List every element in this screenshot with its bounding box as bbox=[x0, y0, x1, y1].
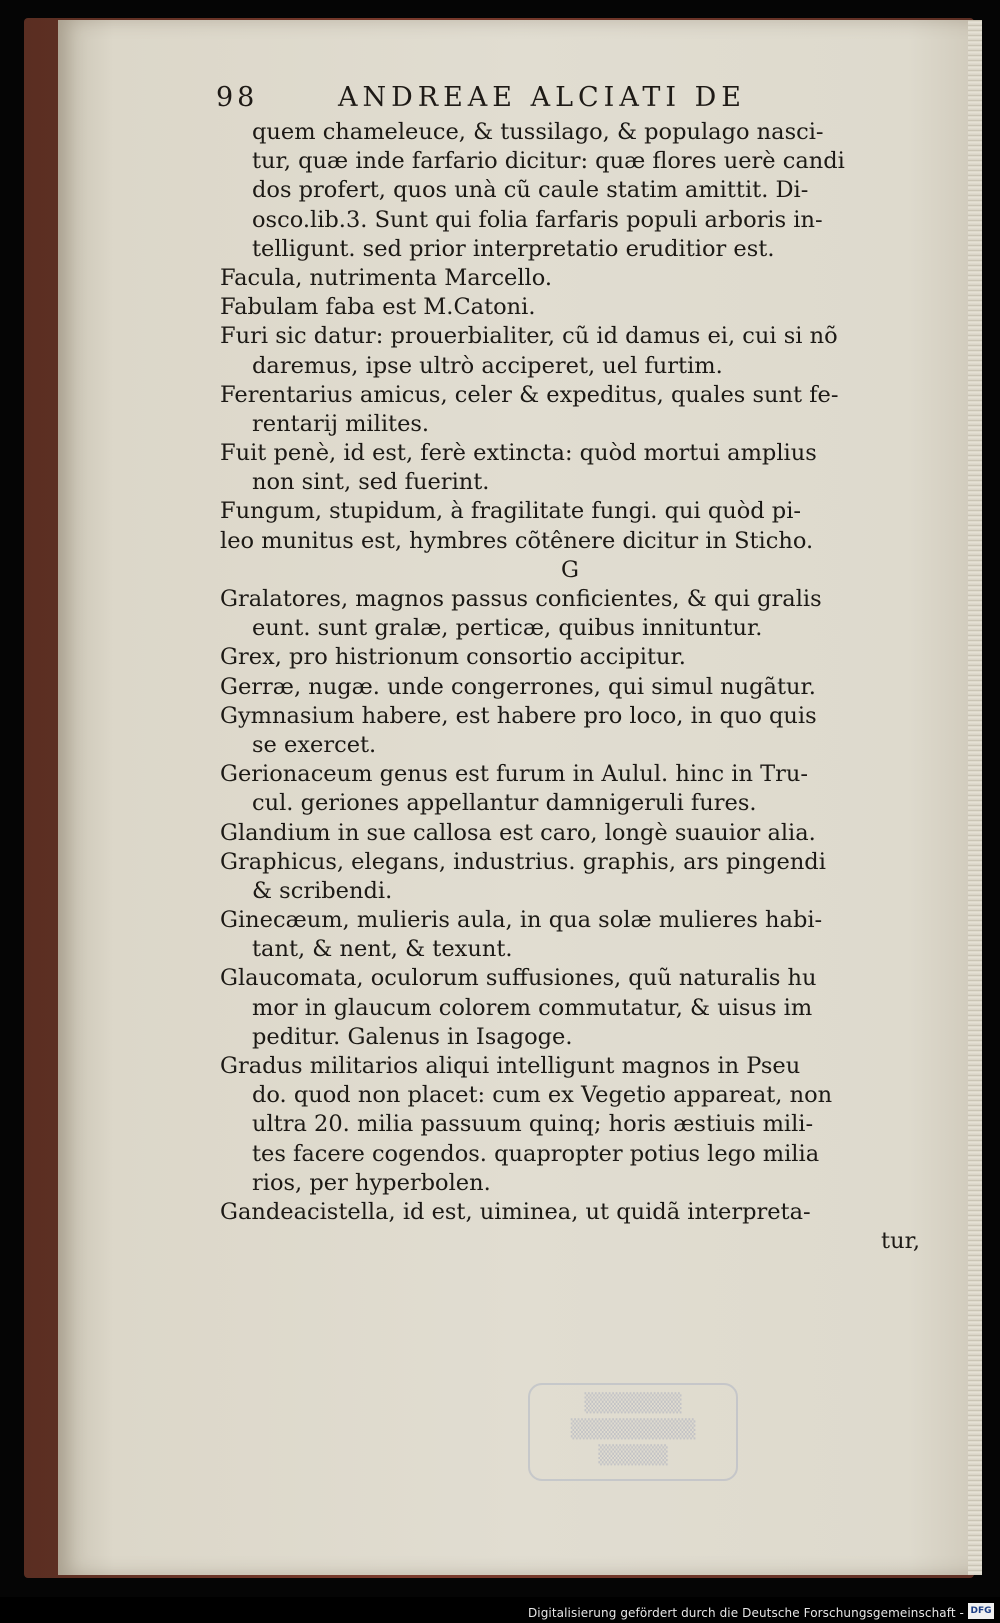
text-line: osco.lib.3. Sunt qui folia farfaris populi arboris in- bbox=[252, 206, 823, 233]
text-line: Fungum, stupidum, à fragilitate fungi. qui quòd pi- bbox=[220, 498, 802, 525]
text-line: peditur. Galenus in Isagoge. bbox=[252, 1023, 573, 1050]
text-line: daremus, ipse ultrò acciperet, uel furtim. bbox=[252, 352, 723, 379]
text-line: tur, bbox=[881, 1228, 920, 1255]
text-line: telligunt. sed prior interpretatio eruditior est. bbox=[252, 235, 775, 262]
page-edge bbox=[968, 20, 982, 1575]
text-line: tes facere cogendos. quapropter potius lego milia bbox=[252, 1140, 820, 1167]
library-stamp: ▒▒▒▒▒▒▒ ▒▒▒▒▒▒▒▒▒ ▒▒▒▒▒ bbox=[528, 1383, 738, 1481]
footer-bar bbox=[0, 1597, 1000, 1623]
text-line: cul. geriones appellantur damnigeruli fures. bbox=[252, 790, 757, 817]
text-line: Glandium in sue callosa est caro, longè suauior alia. bbox=[220, 819, 816, 846]
text-line: Gralatores, magnos passus conficientes, & qui gralis bbox=[220, 586, 822, 612]
text-line: mor in glaucum colorem commutatur, & uisus im bbox=[252, 994, 813, 1021]
text-line: tur, quæ inde farfario dicitur: quæ flores uerè candi bbox=[252, 148, 845, 175]
text-line: Gradus militarios aliqui intelligunt magnos in Pseu bbox=[220, 1053, 801, 1079]
text-line: leo munitus est, hymbres cõtênere dicitur in Sticho. bbox=[220, 527, 814, 554]
text-line: Gymnasium habere, est habere pro loco, in quo quis bbox=[220, 702, 817, 729]
text-line: quem chameleuce, & tussilago, & populago nasci- bbox=[252, 119, 824, 145]
text-line: & scribendi. bbox=[252, 877, 393, 904]
text-line: Gerræ, nugæ. unde congerrones, qui simul nugãtur. bbox=[220, 673, 816, 700]
text-line: Facula, nutrimenta Marcello. bbox=[220, 264, 553, 291]
text-line: Ginecæum, mulieris aula, in qua solæ mulieres habi- bbox=[220, 907, 823, 934]
text-line: Ferentarius amicus, celer & expeditus, quales sunt fe- bbox=[220, 381, 839, 408]
text-line: rentarij milites. bbox=[252, 410, 430, 437]
text-line: Grex, pro histrionum consortio accipitur. bbox=[220, 644, 686, 671]
text-line: eunt. sunt gralæ, perticæ, quibus innituntur. bbox=[252, 615, 763, 642]
text-line: Furi sic datur: prouerbialiter, cũ id damus ei, cui si nõ bbox=[220, 323, 838, 350]
text-line: se exercet. bbox=[252, 731, 377, 758]
text-line: Fabulam faba est M.Catoni. bbox=[220, 294, 536, 321]
running-head: ANDREAE ALCIATI DE bbox=[338, 82, 746, 113]
text-line: G bbox=[561, 556, 579, 583]
text-line: do. quod non placet: cum ex Vegetio appareat, non bbox=[252, 1082, 833, 1109]
page-number: 98 bbox=[216, 82, 259, 113]
text-line: rios, per hyperbolen. bbox=[252, 1169, 491, 1196]
dfg-logo: DFG bbox=[968, 1603, 994, 1619]
text-line: Fuit penè, id est, ferè extincta: quòd mortui amplius bbox=[220, 440, 817, 467]
text-line: Gandeacistella, id est, uiminea, ut quidã interpreta- bbox=[220, 1198, 811, 1225]
text-line: dos profert, quos unà cũ caule statim amittit. Di- bbox=[252, 177, 809, 204]
text-line: tant, & nent, & texunt. bbox=[252, 936, 513, 963]
footer-credit: Digitalisierung gefördert durch die Deutsche Forschungsgemeinschaft - bbox=[527, 1606, 964, 1620]
text-line: Glaucomata, oculorum suffusiones, quũ naturalis hu bbox=[220, 965, 817, 992]
text-line: Gerionaceum genus est furum in Aulul. hinc in Tru- bbox=[220, 761, 808, 788]
text-line: non sint, sed fuerint. bbox=[252, 469, 490, 496]
text-line: ultra 20. milia passuum quinq; horis æstiuis mili- bbox=[252, 1111, 814, 1138]
text-body bbox=[220, 118, 920, 1256]
text-line: Graphicus, elegans, industrius. graphis, ars pingendi bbox=[220, 848, 826, 875]
